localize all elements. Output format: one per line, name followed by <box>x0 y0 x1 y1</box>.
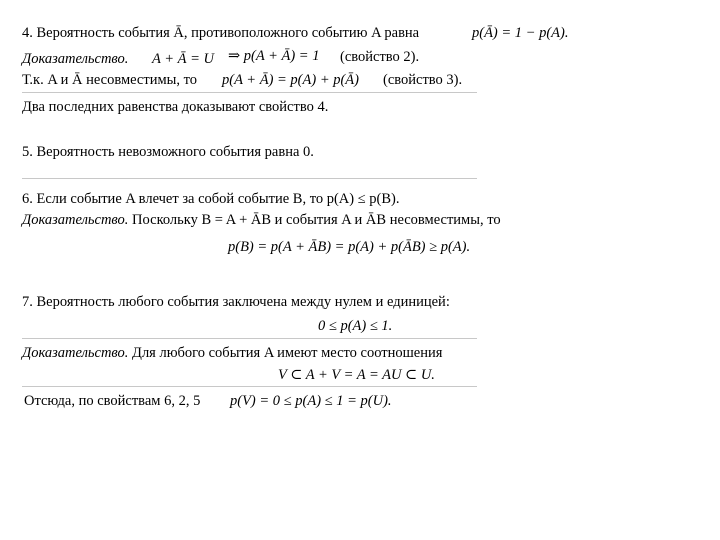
property-4-text: 4. Вероятность события Ā, противоположного событию A равна <box>22 25 420 41</box>
property-ref-3: (свойство 3). <box>383 72 463 88</box>
property-6-statement: 6. Если событие A влечет за собой событие B, то p(A) ≤ p(B). <box>22 191 400 207</box>
property-7-statement: 7. Вероятность любого события заключена между нулем и единицей: <box>22 294 450 310</box>
proof-lead: Доказательство. <box>22 51 129 67</box>
property-4-formula: p(Ā) = 1 − p(A). <box>472 25 569 41</box>
property-6-formula: p(B) = p(A + ĀB) = p(A) + p(ĀB) ≥ p(A). <box>228 239 471 255</box>
property-ref-2: (свойство 2). <box>340 49 420 65</box>
property-4-incompatible-text: Т.к. A и Ā несовместимы, то <box>22 72 198 88</box>
separator <box>22 386 477 387</box>
proof-lead: Доказательство. <box>22 345 129 361</box>
property-7-final-formula: p(V) = 0 ≤ p(A) ≤ 1 = p(U). <box>230 393 392 409</box>
formula-implies-prob-one: ⇒ p(A + Ā) = 1 <box>228 48 320 64</box>
property-7-relations-formula: V ⊂ A + V = A = AU ⊂ U. <box>278 367 435 383</box>
formula-sum-probabilities: p(A + Ā) = p(A) + p(Ā) <box>222 72 359 88</box>
property-7-proof-line <box>22 344 442 362</box>
property-4-statement <box>22 24 419 42</box>
property-7-hence-text: Отсюда, по свойствам 6, 2, 5 <box>24 393 201 409</box>
proof-lead: Доказательство. <box>22 212 129 228</box>
separator <box>22 338 477 339</box>
property-7-proof-text: Для любого события A имеют место соотношения <box>132 345 443 361</box>
property-6-proof-text: Поскольку B = A + ĀB и события A и ĀB несовместимы, то <box>132 212 501 228</box>
separator <box>22 92 477 93</box>
formula-a-plus-not-a-equals-u: A + Ā = U <box>152 51 214 67</box>
property-6-proof-line <box>22 211 501 229</box>
property-4-proof-line <box>22 50 128 68</box>
property-7-formula: 0 ≤ p(A) ≤ 1. <box>318 318 393 334</box>
property-4-conclusion: Два последних равенства доказывают свойство 4. <box>22 99 329 115</box>
property-5-statement: 5. Вероятность невозможного события равна 0. <box>22 144 314 160</box>
separator <box>22 178 477 179</box>
